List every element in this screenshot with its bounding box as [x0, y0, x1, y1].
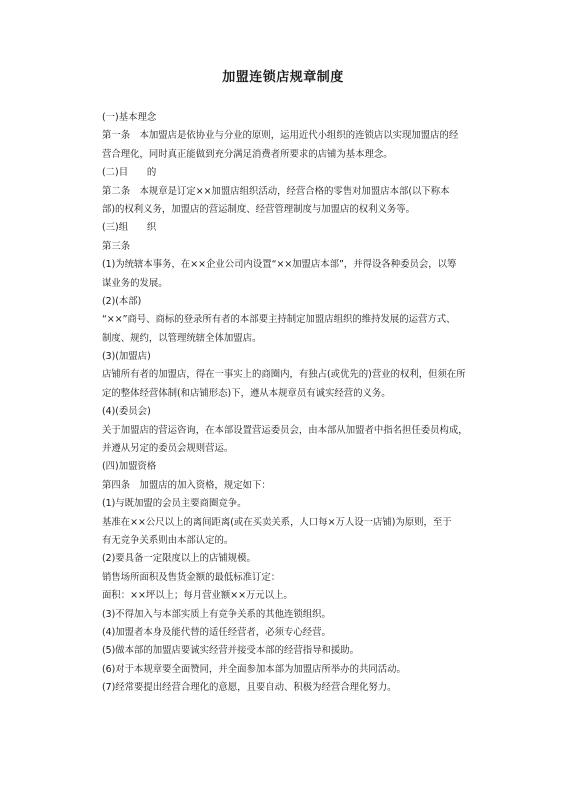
- document-title: 加盟连锁店规章制度: [222, 70, 344, 85]
- article-3-item-1-line-2: 谋业务的发展。: [102, 277, 168, 289]
- article-4-item-2-detail-line-2: 面积：××坪以上；每月营业额××万元以上。: [102, 590, 293, 602]
- article-3-item-4-line-2: 并遵从另定的委员会规则营运。: [102, 443, 234, 455]
- article-3-item-4-line-1: 关于加盟店的营运咨询，在本部设置营运委员会，由本部从加盟者中指名担任委员构成，: [102, 424, 468, 436]
- article-2-line-1: 第二条 本规章是订定××加盟店组织活动，经营合格的零售对加盟店本部(以下称本: [102, 185, 450, 197]
- article-3-item-3-heading: (3)(加盟店): [102, 351, 151, 363]
- article-3-heading: 第三条: [102, 240, 131, 252]
- article-3-item-2-heading: (2)(本部): [102, 295, 142, 307]
- article-1-line-2: 营合理化，同时真正能做到充分满足消费者所要求的店铺为基本理念。: [102, 148, 393, 160]
- article-4-item-1-detail-line-2: 有无竞争关系则由本部认定的。: [102, 534, 234, 546]
- article-4-item-3: (3)不得加入与本部实质上有竞争关系的其他连锁组织。: [102, 608, 331, 620]
- article-4-item-1-detail-line-1: 基准在××公尺以上的离间距离(或在买卖关系，人口每×万人设一店铺)为原则，至于: [102, 516, 452, 528]
- section-heading-qualification: (四)加盟资格: [102, 461, 157, 473]
- article-4-item-5: (5)做本部的加盟店要诚实经营并接受本部的经营指导和援助。: [102, 645, 360, 657]
- article-3-item-1-line-1: (1)为统辖本事务，在××企业公司内设置“××加盟店本部”，并得设各种委员会，以筹: [102, 259, 457, 271]
- article-4-item-2: (2)要具备一定限度以上的店铺规模。: [102, 553, 256, 565]
- section-heading-basic-concept: (一)基本理念: [102, 112, 157, 123]
- article-4-heading: 第四条 加盟店的加入资格，规定如下：: [102, 479, 271, 491]
- article-3-item-3-line-1: 店铺所有者的加盟店，得在一事实上的商圈内，有独占(或优先的)营业的权利，但须在所: [102, 369, 466, 381]
- article-3-item-2-line-1: “××”商号、商标的登录所有者的本部要主持制定加盟店组织的维持发展的运营方式、: [102, 314, 456, 326]
- article-2-line-2: 部)的权利义务，加盟店的营运制度、经营管理制度与加盟店的权利义务等。: [102, 203, 416, 215]
- article-3-item-3-line-2: 定的整体经营体制(和店铺形态)下，遵从本规章员有诚实经营的义务。: [102, 387, 391, 399]
- document-body: [102, 109, 470, 698]
- article-4-item-4: (4)加盟者本身及能代替的适任经营者，必须专心经营。: [102, 626, 331, 638]
- article-1-line-1: 第一条 本加盟店是依协业与分业的原则，运用近代小组织的连锁店以实现加盟店的经: [102, 130, 459, 142]
- article-4-item-2-detail-line-1: 销售场所面积及售货金额的最低标准订定：: [102, 571, 281, 583]
- section-heading-organization: (三)组 织: [102, 222, 157, 234]
- article-4-item-6: (6)对于本规章要全面赞同，并全面参加本部为加盟店所举办的共同活动。: [102, 663, 406, 675]
- article-4-item-1: (1)与既加盟的会员主要商圈竞争。: [102, 498, 247, 510]
- article-3-item-2-line-2: 制度、规约，以管理统辖全体加盟店。: [102, 332, 262, 344]
- article-3-item-4-heading: (4)(委员会): [102, 406, 151, 418]
- article-4-item-7: (7)经常要提出经营合理化的意愿，且要自动、积极为经营合理化努力。: [102, 682, 397, 694]
- section-heading-purpose: (二)目 的: [102, 167, 157, 179]
